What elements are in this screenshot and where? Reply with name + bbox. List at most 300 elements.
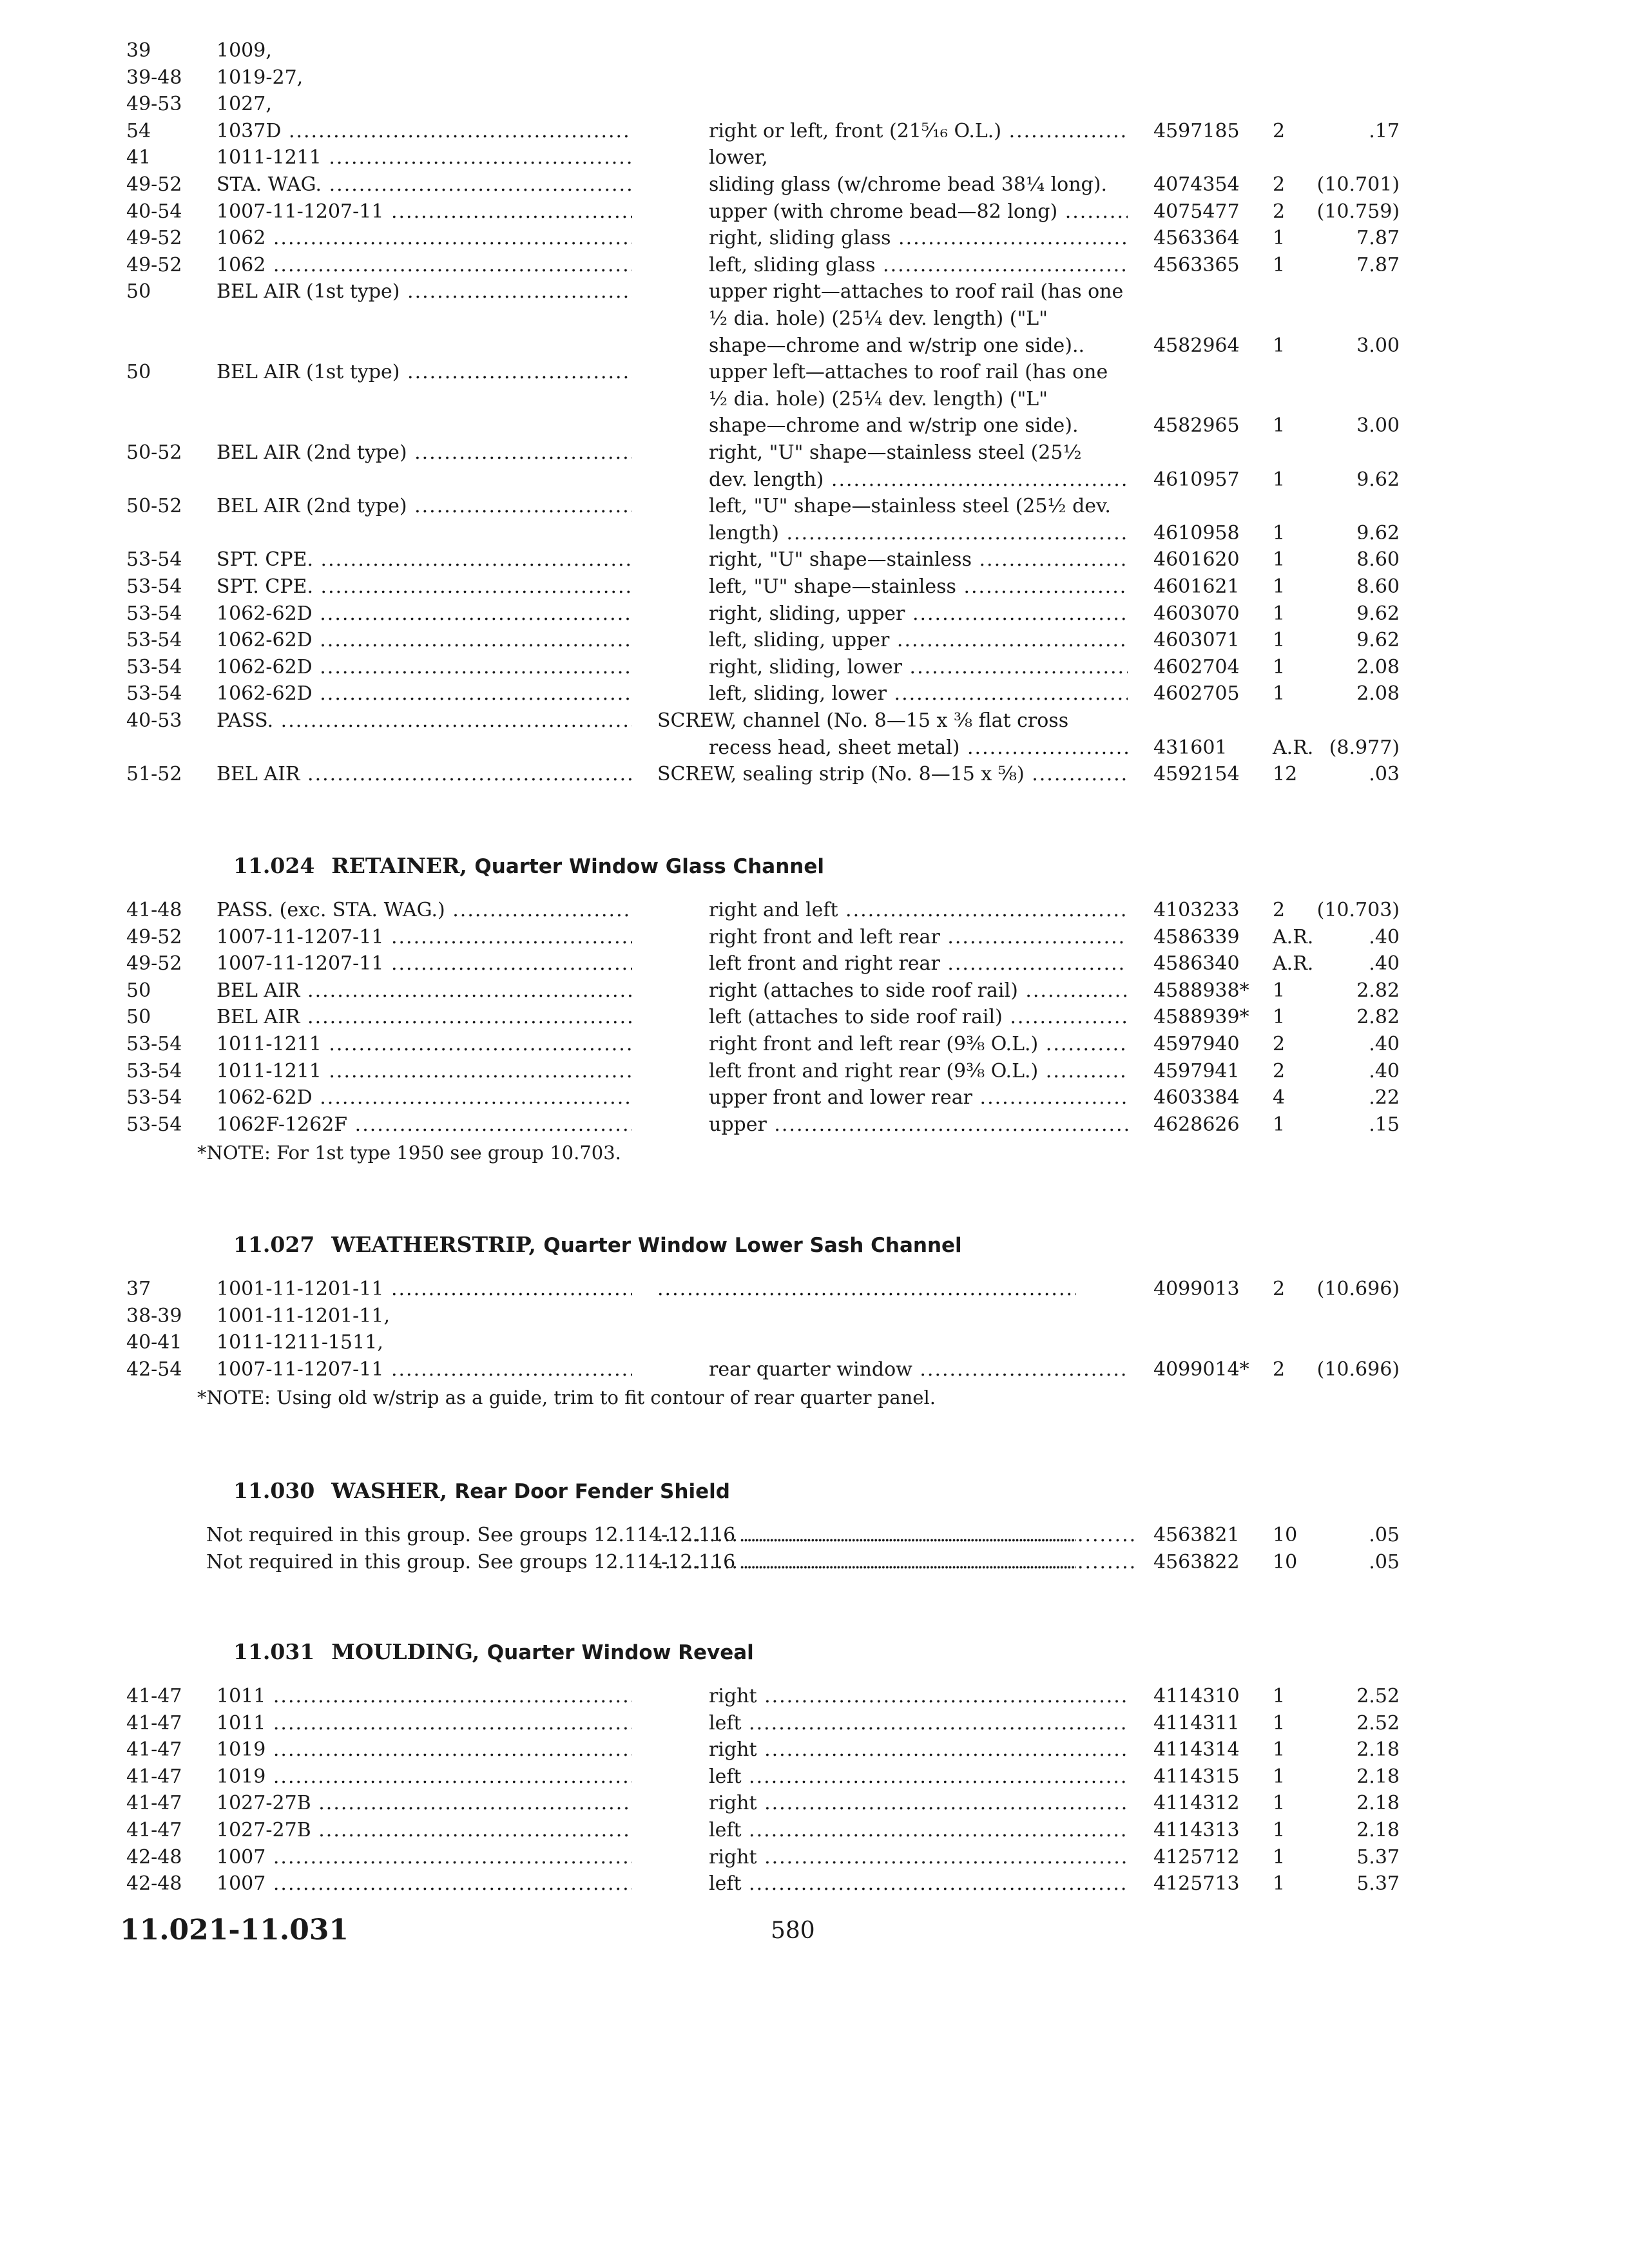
group-range: 11.021-11.031 <box>120 1914 349 1946</box>
part-description: right ..... <box>709 1844 1128 1871</box>
table-row <box>0 1790 1629 1817</box>
part-number: 4114315 <box>1153 1765 1240 1788</box>
model-number: 1062-62D ..... <box>217 654 632 681</box>
table-row <box>0 654 1629 681</box>
quantity: 12 <box>1273 763 1298 786</box>
table-row <box>0 493 1629 520</box>
quantity: 1 <box>1273 227 1286 250</box>
model-years: 49-52 <box>126 253 182 276</box>
table-row <box>0 1870 1629 1898</box>
part-number: 4602705 <box>1153 682 1240 706</box>
part-number: 4114312 <box>1153 1792 1240 1815</box>
model-years: 41-47 <box>126 1792 182 1815</box>
part-number: 4099014* <box>1153 1358 1249 1381</box>
part-description: SCREW, sealing strip (No. 8—15 x ⅝) ..... <box>657 761 1128 788</box>
price: .40 <box>1369 925 1400 948</box>
part-description: right, "U" shape—stainless steel (25½ <box>709 441 1082 464</box>
part-description: shape—chrome and w/strip one side). <box>709 414 1079 437</box>
part-description: shape—chrome and w/strip one side).. <box>709 334 1085 357</box>
quantity: A.R. <box>1273 736 1314 759</box>
part-description: upper (with chrome bead—82 long) ..... <box>709 198 1128 226</box>
price: 9.62 <box>1356 602 1400 625</box>
model-number: 1001-11-1201-11, <box>217 1304 390 1327</box>
table-row <box>0 144 1629 171</box>
model-years: 38-39 <box>126 1304 182 1327</box>
page-number: 580 <box>771 1917 815 1944</box>
model-years: 41-47 <box>126 1765 182 1788</box>
table-row <box>0 1817 1629 1844</box>
table-row <box>0 950 1629 977</box>
section-heading <box>233 1475 730 1506</box>
table-row <box>0 1763 1629 1791</box>
part-number: 4597940 <box>1153 1033 1240 1055</box>
model-years: 53-54 <box>126 1086 182 1110</box>
table-row <box>0 278 1629 305</box>
price: 5.37 <box>1356 1872 1400 1896</box>
price: (10.696) <box>1316 1278 1400 1300</box>
model-years: 41 <box>126 146 151 169</box>
quantity: 1 <box>1273 468 1286 491</box>
part-number: 4125713 <box>1153 1872 1240 1896</box>
part-description: recess head, sheet metal) ..... <box>709 735 1128 762</box>
part-description: upper left—attaches to roof rail (has one <box>709 361 1108 384</box>
quantity: 1 <box>1273 1738 1286 1762</box>
model-years: 49-52 <box>126 925 182 948</box>
price: 3.00 <box>1356 334 1400 357</box>
model-number: 1007-11-1207-11 ..... <box>217 924 632 951</box>
part-description: left ..... <box>709 1763 1128 1791</box>
model-number: 1062-62D ..... <box>217 1084 632 1111</box>
model-number: 1037D ..... <box>217 118 632 145</box>
model-years: 54 <box>126 119 151 142</box>
part-number: 4114313 <box>1153 1819 1240 1841</box>
section-note: *NOTE: Using old w/strip as a guide, trim to fit contour of rear quarter panel. <box>197 1387 936 1409</box>
quantity: 2 <box>1273 1358 1286 1381</box>
table-row <box>0 897 1629 924</box>
model-number: 1062-62D ..... <box>217 680 632 707</box>
quantity: 1 <box>1273 1711 1286 1735</box>
model-number: Not required in this group. See groups 12.114-12.116 ..... <box>206 1522 1134 1549</box>
model-number: 1062-62D ..... <box>217 601 632 628</box>
part-description <box>657 1276 1076 1303</box>
model-number: 1062-62D ..... <box>217 627 632 654</box>
model-number: BEL AIR ..... <box>217 977 632 1004</box>
price: 8.60 <box>1356 575 1400 598</box>
model-number: PASS. (exc. STA. WAG.) ..... <box>217 897 632 924</box>
model-years: 53-54 <box>126 1059 182 1082</box>
price: 2.18 <box>1356 1819 1400 1841</box>
part-number: 4610957 <box>1153 468 1240 491</box>
model-number: 1062F-1262F ..... <box>217 1111 632 1139</box>
part-number: 4628626 <box>1153 1113 1240 1136</box>
table-row <box>0 977 1629 1004</box>
part-description: right front and left rear ..... <box>709 924 1128 951</box>
price: 8.60 <box>1356 548 1400 572</box>
part-number: 4563822 <box>1153 1550 1240 1573</box>
part-description: left ..... <box>709 1817 1128 1844</box>
quantity: 1 <box>1273 979 1286 1002</box>
model-number: 1027-27B ..... <box>217 1817 632 1844</box>
part-description: rear quarter window ..... <box>709 1356 1128 1383</box>
part-number: 4597941 <box>1153 1059 1240 1082</box>
section-title: MOULDING, <box>331 1639 480 1664</box>
model-years: 50 <box>126 280 151 303</box>
model-years: 41-48 <box>126 899 182 921</box>
quantity: 1 <box>1273 1765 1286 1788</box>
price: 7.87 <box>1356 253 1400 276</box>
model-years: 49-52 <box>126 227 182 250</box>
price: 2.08 <box>1356 682 1400 706</box>
part-description: left, "U" shape—stainless ..... <box>709 573 1128 601</box>
part-number: 4588939* <box>1153 1006 1249 1029</box>
model-number: 1007-11-1207-11 ..... <box>217 198 632 226</box>
table-row <box>0 252 1629 279</box>
model-years: 40-41 <box>126 1331 182 1354</box>
model-years: 49-53 <box>126 93 182 116</box>
part-number: 4114311 <box>1153 1711 1240 1735</box>
section-number: 11.031 <box>233 1639 315 1664</box>
part-number: 4601620 <box>1153 548 1240 572</box>
model-number: STA. WAG. ..... <box>217 171 632 198</box>
part-description: right (attaches to side roof rail) ..... <box>709 977 1128 1004</box>
quantity: 1 <box>1273 1845 1286 1869</box>
model-years: 53-54 <box>126 1113 182 1136</box>
price: (10.696) <box>1316 1358 1400 1381</box>
quantity: 1 <box>1273 655 1286 678</box>
model-number: 1027-27B ..... <box>217 1790 632 1817</box>
quantity: A.R. <box>1273 952 1314 975</box>
part-description: SCREW, channel (No. 8—15 x ⅜ flat cross <box>657 709 1069 732</box>
part-description: right ..... <box>709 1683 1128 1710</box>
quantity: 1 <box>1273 1872 1286 1896</box>
part-description: right and left ..... <box>709 897 1128 924</box>
part-number: 4563364 <box>1153 227 1240 250</box>
model-number: 1007 ..... <box>217 1844 632 1871</box>
model-number: 1027, <box>217 93 272 116</box>
quantity: 2 <box>1273 200 1286 223</box>
model-number: 1011-1211 ..... <box>217 144 632 171</box>
model-number: 1019-27, <box>217 66 304 89</box>
price: .40 <box>1369 952 1400 975</box>
price: 5.37 <box>1356 1845 1400 1869</box>
quantity: 1 <box>1273 1006 1286 1029</box>
table-row <box>0 439 1629 466</box>
table-row <box>0 707 1629 735</box>
price: 9.62 <box>1356 468 1400 491</box>
quantity: 1 <box>1273 1113 1286 1136</box>
model-number: BEL AIR (1st type) ..... <box>217 278 632 305</box>
part-number: 4582964 <box>1153 334 1240 357</box>
table-row <box>0 1844 1629 1871</box>
model-number: BEL AIR (1st type) ..... <box>217 359 632 386</box>
table-row <box>0 171 1629 198</box>
model-number: 1011 ..... <box>217 1710 632 1737</box>
part-description: left ..... <box>709 1870 1128 1898</box>
model-number: PASS. ..... <box>217 707 632 735</box>
table-row <box>0 1303 1629 1330</box>
part-description: lower, <box>709 146 768 169</box>
section-subtitle: Quarter Window Glass Channel <box>474 855 824 878</box>
quantity: 1 <box>1273 575 1286 598</box>
price: .15 <box>1369 1113 1400 1136</box>
part-number: 4601621 <box>1153 575 1240 598</box>
model-years: 40-53 <box>126 709 182 732</box>
model-years: 41-47 <box>126 1711 182 1735</box>
quantity: 1 <box>1273 414 1286 437</box>
table-row <box>0 332 1629 360</box>
model-number: 1062 ..... <box>217 252 632 279</box>
model-number: SPT. CPE. ..... <box>217 573 632 601</box>
model-years: 53-54 <box>126 655 182 678</box>
price: (10.759) <box>1316 200 1400 223</box>
section-number: 11.030 <box>233 1478 315 1503</box>
model-years: 49-52 <box>126 173 182 196</box>
quantity: 1 <box>1273 1685 1286 1707</box>
quantity: 10 <box>1273 1550 1298 1573</box>
part-description: left ..... <box>709 1710 1128 1737</box>
model-years: 53-54 <box>126 682 182 706</box>
section-title: WEATHERSTRIP, <box>331 1232 536 1257</box>
model-years: 42-54 <box>126 1358 182 1381</box>
model-number: 1007 ..... <box>217 1870 632 1898</box>
table-row <box>0 573 1629 601</box>
table-row <box>0 466 1629 494</box>
part-number: 4103233 <box>1153 899 1240 921</box>
table-row <box>0 761 1629 788</box>
model-years: 49-52 <box>126 952 182 975</box>
model-years: 51-52 <box>126 763 182 786</box>
price: .05 <box>1369 1524 1400 1546</box>
section-subtitle: Quarter Window Lower Sash Channel <box>543 1234 962 1257</box>
model-years: 50 <box>126 361 151 384</box>
price: .22 <box>1369 1086 1400 1110</box>
table-row <box>0 627 1629 654</box>
model-years: 42-48 <box>126 1845 182 1869</box>
model-years: 39-48 <box>126 66 182 89</box>
price: .03 <box>1369 763 1400 786</box>
section-number: 11.027 <box>233 1232 315 1257</box>
part-description: left front and right rear (9⅜ O.L.) ..... <box>709 1058 1128 1085</box>
part-number: 4586339 <box>1153 925 1240 948</box>
model-number: Not required in this group. See groups 12.114-12.116 ..... <box>206 1549 1134 1576</box>
quantity: 2 <box>1273 1278 1286 1300</box>
part-description: ½ dia. hole) (25¼ dev. length) ("L" <box>709 387 1048 410</box>
part-number: 4586340 <box>1153 952 1240 975</box>
section-heading <box>233 850 824 881</box>
part-description: left, sliding glass ..... <box>709 252 1128 279</box>
quantity: 1 <box>1273 602 1286 625</box>
model-number: SPT. CPE. ..... <box>217 546 632 573</box>
quantity: 2 <box>1273 173 1286 196</box>
quantity: 1 <box>1273 334 1286 357</box>
part-description: dev. length) ..... <box>709 466 1128 494</box>
part-description: right or left, front (21⁵⁄₁₆ O.L.) ..... <box>709 118 1128 145</box>
table-row <box>0 1058 1629 1085</box>
part-description: right ..... <box>709 1790 1128 1817</box>
part-description: right, "U" shape—stainless ..... <box>709 546 1128 573</box>
part-number: 4114314 <box>1153 1738 1240 1762</box>
model-number: 1011-1211 ..... <box>217 1031 632 1058</box>
table-row <box>0 1522 1629 1549</box>
part-number: 4610958 <box>1153 521 1240 544</box>
model-years: 42-48 <box>126 1872 182 1896</box>
model-years: 53-54 <box>126 1033 182 1055</box>
price: 7.87 <box>1356 227 1400 250</box>
table-row <box>0 198 1629 226</box>
part-number: 4074354 <box>1153 173 1240 196</box>
part-number: 4592154 <box>1153 763 1240 786</box>
model-number: 1019 ..... <box>217 1736 632 1763</box>
price: 2.18 <box>1356 1765 1400 1788</box>
section-heading <box>233 1229 962 1260</box>
model-number: 1062 ..... <box>217 225 632 252</box>
model-number: 1019 ..... <box>217 1763 632 1791</box>
part-number: 4588938* <box>1153 979 1249 1002</box>
quantity: 1 <box>1273 521 1286 544</box>
part-description: upper ..... <box>709 1111 1128 1139</box>
part-number: 4603070 <box>1153 602 1240 625</box>
section-heading <box>233 1637 754 1667</box>
price: (8.977) <box>1329 736 1400 759</box>
model-years: 50 <box>126 1006 151 1029</box>
table-row <box>0 735 1629 762</box>
price: 2.08 <box>1356 655 1400 678</box>
part-number: 4563821 <box>1153 1524 1240 1546</box>
price: (10.701) <box>1316 173 1400 196</box>
part-description: length) ..... <box>709 520 1128 547</box>
table-row <box>0 386 1629 413</box>
model-number: BEL AIR ..... <box>217 1004 632 1031</box>
price: .40 <box>1369 1059 1400 1082</box>
part-description: right, sliding, upper ..... <box>709 601 1128 628</box>
section-title: RETAINER, <box>331 853 467 878</box>
part-description <box>657 1549 1076 1576</box>
section-note: *NOTE: For 1st type 1950 see group 10.703. <box>197 1142 621 1164</box>
table-row <box>0 1031 1629 1058</box>
part-description: ½ dia. hole) (25¼ dev. length) ("L" <box>709 307 1048 330</box>
model-number: 1011 ..... <box>217 1683 632 1710</box>
price: 9.62 <box>1356 629 1400 652</box>
model-number: 1009, <box>217 39 272 62</box>
price: 2.82 <box>1356 979 1400 1002</box>
part-description: left front and right rear ..... <box>709 950 1128 977</box>
table-row <box>0 1736 1629 1763</box>
table-row <box>0 359 1629 386</box>
table-row <box>0 1683 1629 1710</box>
part-number: 4114310 <box>1153 1685 1240 1707</box>
table-row <box>0 1111 1629 1139</box>
model-number: 1001-11-1201-11 ..... <box>217 1276 632 1303</box>
table-row <box>0 1329 1629 1356</box>
part-number: 4099013 <box>1153 1278 1240 1300</box>
quantity: 1 <box>1273 629 1286 652</box>
part-description: right, sliding glass ..... <box>709 225 1128 252</box>
quantity: 2 <box>1273 1033 1286 1055</box>
model-years: 53-54 <box>126 629 182 652</box>
quantity: 2 <box>1273 899 1286 921</box>
model-years: 39 <box>126 39 151 62</box>
table-row <box>0 37 1629 64</box>
price: 3.00 <box>1356 414 1400 437</box>
table-row <box>0 1710 1629 1737</box>
part-number: 4603071 <box>1153 629 1240 652</box>
model-years: 53-54 <box>126 548 182 572</box>
table-row <box>0 680 1629 707</box>
part-description: left, sliding, lower ..... <box>709 680 1128 707</box>
part-number: 4075477 <box>1153 200 1240 223</box>
quantity: 1 <box>1273 253 1286 276</box>
table-row <box>0 64 1629 91</box>
part-number: 4582965 <box>1153 414 1240 437</box>
model-years: 37 <box>126 1278 151 1300</box>
model-years: 50 <box>126 979 151 1002</box>
section-title: WASHER, <box>331 1478 447 1503</box>
quantity: 4 <box>1273 1086 1286 1110</box>
quantity: 1 <box>1273 1792 1286 1815</box>
price: 2.52 <box>1356 1711 1400 1735</box>
table-row <box>0 1004 1629 1031</box>
model-number: 1011-1211-1511, <box>217 1331 383 1354</box>
model-number: 1007-11-1207-11 ..... <box>217 950 632 977</box>
table-row <box>0 118 1629 145</box>
part-description: right front and left rear (9⅜ O.L.) ..... <box>709 1031 1128 1058</box>
model-years: 41-47 <box>126 1738 182 1762</box>
quantity: A.R. <box>1273 925 1314 948</box>
price: .05 <box>1369 1550 1400 1573</box>
price: .17 <box>1369 119 1400 142</box>
part-number: 4602704 <box>1153 655 1240 678</box>
part-description: left, sliding, upper ..... <box>709 627 1128 654</box>
price: 2.18 <box>1356 1738 1400 1762</box>
model-number: BEL AIR ..... <box>217 761 632 788</box>
quantity: 10 <box>1273 1524 1298 1546</box>
part-description <box>657 1522 1076 1549</box>
table-row <box>0 520 1629 547</box>
price: 2.52 <box>1356 1685 1400 1707</box>
part-description: right ..... <box>709 1736 1128 1763</box>
model-years: 40-54 <box>126 200 182 223</box>
table-row <box>0 91 1629 118</box>
price: 2.18 <box>1356 1792 1400 1815</box>
quantity: 1 <box>1273 1819 1286 1841</box>
table-row <box>0 546 1629 573</box>
model-number: BEL AIR (2nd type) ..... <box>217 439 632 466</box>
section-subtitle: Rear Door Fender Shield <box>454 1480 730 1503</box>
model-years: 50-52 <box>126 495 182 518</box>
quantity: 1 <box>1273 548 1286 572</box>
model-number: BEL AIR (2nd type) ..... <box>217 493 632 520</box>
table-row <box>0 305 1629 332</box>
price: .40 <box>1369 1033 1400 1055</box>
table-row <box>0 225 1629 252</box>
price: (10.703) <box>1316 899 1400 921</box>
table-row <box>0 1084 1629 1111</box>
quantity: 1 <box>1273 682 1286 706</box>
price: 9.62 <box>1356 521 1400 544</box>
part-number: 4563365 <box>1153 253 1240 276</box>
model-years: 41-47 <box>126 1685 182 1707</box>
model-number: 1011-1211 ..... <box>217 1058 632 1085</box>
part-description: right, sliding, lower ..... <box>709 654 1128 681</box>
quantity: 2 <box>1273 119 1286 142</box>
price: 2.82 <box>1356 1006 1400 1029</box>
section-number: 11.024 <box>233 853 315 878</box>
part-number: 4597185 <box>1153 119 1240 142</box>
section-subtitle: Quarter Window Reveal <box>487 1641 754 1664</box>
quantity: 2 <box>1273 1059 1286 1082</box>
model-years: 53-54 <box>126 602 182 625</box>
part-number: 4603384 <box>1153 1086 1240 1110</box>
